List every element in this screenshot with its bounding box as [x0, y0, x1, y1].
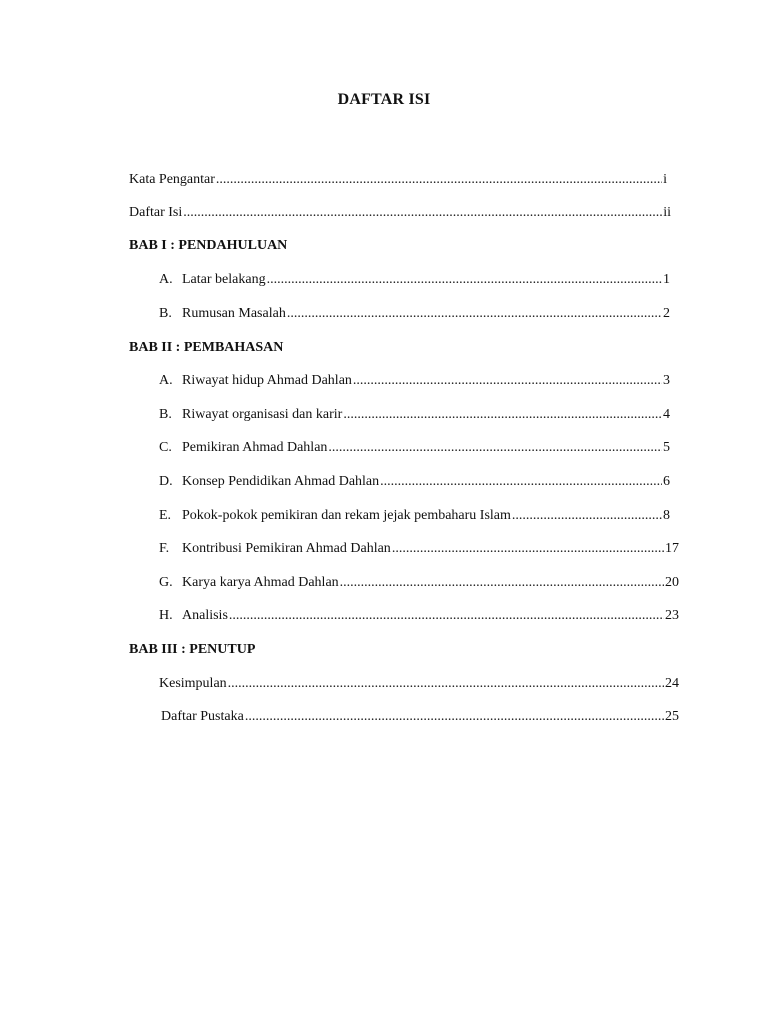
toc-entry-label: Konsep Pendidikan Ahmad Dahlan	[182, 474, 380, 489]
toc-entry-label: Pokok-pokok pemikiran dan rekam jejak pembaharu Islam	[182, 508, 511, 523]
toc-entry-label: Kata Pengantar	[129, 172, 215, 187]
toc-entry-label: Latar belakang	[182, 272, 266, 287]
toc-entry-kontribusi[interactable]	[159, 540, 679, 558]
dot-leader	[245, 708, 664, 726]
toc-page-number: 6	[663, 474, 670, 489]
toc-page-number: ii	[663, 205, 671, 220]
toc-entry-prefix: D.	[159, 474, 173, 489]
dot-leader	[183, 204, 662, 222]
toc-entry-pokok-pemikiran[interactable]	[159, 507, 670, 525]
toc-entry-karya[interactable]	[159, 574, 679, 592]
dot-leader	[353, 372, 662, 390]
toc-page-number: 17	[665, 541, 679, 556]
toc-entry-label: Rumusan Masalah	[182, 306, 286, 321]
dot-leader	[380, 473, 662, 491]
toc-page-number: 24	[665, 676, 679, 691]
toc-page-number: 2	[663, 306, 670, 321]
toc-entry-label: Kontribusi Pemikiran Ahmad Dahlan	[182, 541, 391, 556]
toc-entry-rumusan-masalah[interactable]	[159, 305, 670, 323]
toc-entry-label: Analisis	[182, 608, 228, 623]
dot-leader	[229, 607, 664, 625]
toc-entry-prefix: F.	[159, 541, 170, 556]
dot-leader	[216, 171, 662, 189]
toc-entry-prefix: B.	[159, 306, 172, 321]
toc-page-number: 25	[665, 709, 679, 724]
toc-entry-prefix: E.	[159, 508, 172, 523]
toc-entry-daftar-pustaka[interactable]	[161, 708, 679, 726]
toc-entry-analisis[interactable]	[159, 607, 679, 625]
toc-page-number: i	[663, 172, 667, 187]
toc-page-number: 3	[663, 373, 670, 388]
toc-entry-prefix: B.	[159, 407, 172, 422]
toc-entry-pemikiran[interactable]	[159, 439, 670, 457]
toc-entry-kesimpulan[interactable]	[159, 675, 679, 693]
toc-entry-prefix: A.	[159, 373, 173, 388]
dot-leader	[287, 305, 662, 323]
toc-entry-daftar-isi[interactable]	[129, 204, 671, 222]
dot-leader	[392, 540, 664, 558]
toc-entry-label: Karya karya Ahmad Dahlan	[182, 575, 339, 590]
toc-entry-latar-belakang[interactable]	[159, 271, 670, 289]
toc-page-number: 5	[663, 440, 670, 455]
dot-leader	[512, 507, 662, 525]
toc-page-number: 1	[663, 272, 670, 287]
toc-entry-label: Kesimpulan	[159, 676, 227, 691]
toc-page-number: 8	[663, 508, 670, 523]
section-heading-bab-3: BAB III : PENUTUP	[129, 642, 256, 657]
dot-leader	[228, 675, 664, 693]
toc-entry-prefix: A.	[159, 272, 173, 287]
toc-page-number: 4	[663, 407, 670, 422]
dot-leader	[267, 271, 662, 289]
toc-entry-prefix: C.	[159, 440, 172, 455]
toc-entry-kata-pengantar[interactable]	[129, 171, 667, 189]
section-heading-bab-2: BAB II : PEMBAHASAN	[129, 340, 284, 355]
toc-entry-label: Riwayat hidup Ahmad Dahlan	[182, 373, 352, 388]
section-heading-bab-1: BAB I : PENDAHULUAN	[129, 238, 288, 253]
dot-leader	[340, 574, 664, 592]
toc-page-number: 23	[665, 608, 679, 623]
toc-entry-label: Daftar Pustaka	[161, 709, 244, 724]
toc-entry-riwayat-hidup[interactable]	[159, 372, 670, 390]
toc-entry-prefix: H.	[159, 608, 173, 623]
dot-leader	[343, 406, 662, 424]
dot-leader	[328, 439, 662, 457]
toc-entry-riwayat-organisasi[interactable]	[159, 406, 670, 424]
toc-entry-label: Daftar Isi	[129, 205, 183, 220]
toc-entry-prefix: G.	[159, 575, 173, 590]
page-title: DAFTAR ISI	[337, 91, 431, 108]
toc-entry-konsep-pendidikan[interactable]	[159, 473, 670, 491]
toc-page-number: 20	[665, 575, 679, 590]
toc-entry-label: Riwayat organisasi dan karir	[182, 407, 343, 422]
toc-entry-label: Pemikiran Ahmad Dahlan	[182, 440, 328, 455]
